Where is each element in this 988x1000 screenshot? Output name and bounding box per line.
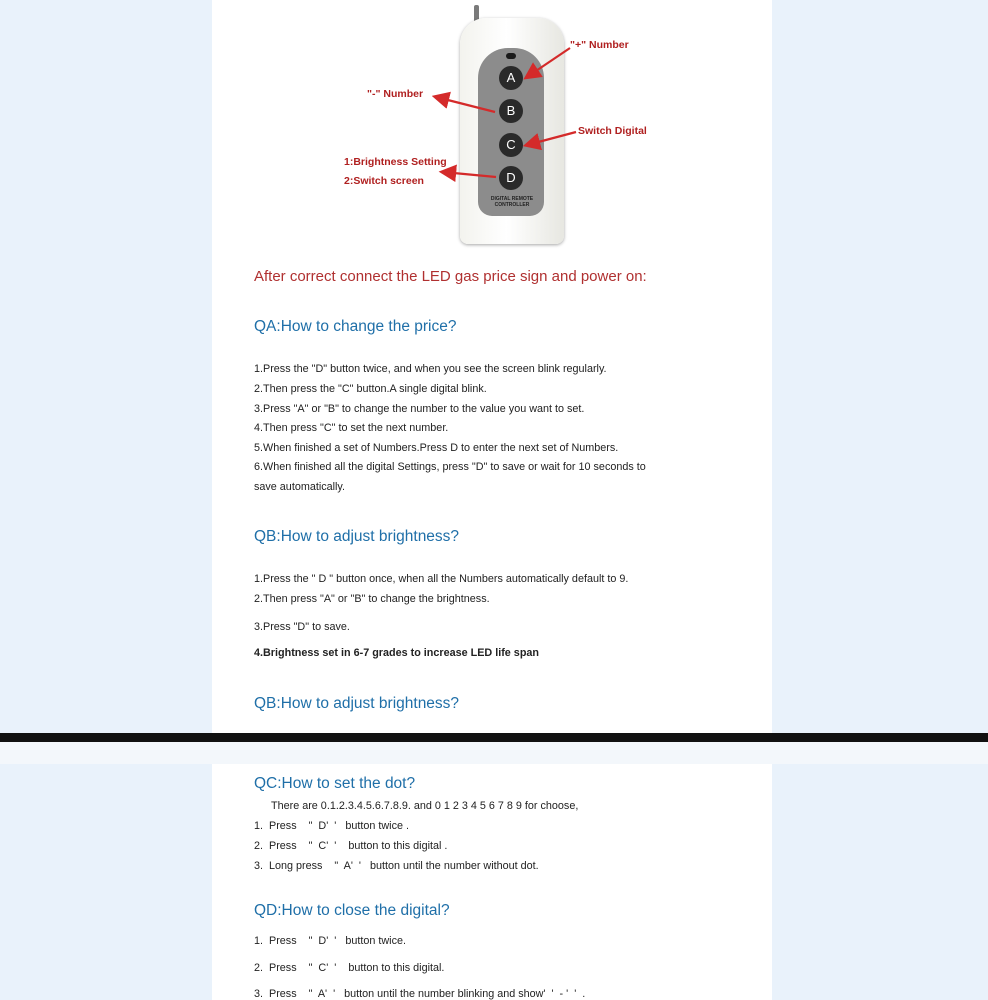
callout-brightness-setting: 1:Brightness Setting xyxy=(344,156,447,168)
intro-heading: After correct connect the LED gas price sign and power on: xyxy=(254,268,647,285)
callout-minus-number: "-" Number xyxy=(367,88,424,100)
callout-switch-digital: Switch Digital xyxy=(578,125,647,137)
remote-button-a: A xyxy=(499,66,523,90)
qb-step-4: 4.Brightness set in 6-7 grades to increase LED life span xyxy=(254,647,540,659)
qc-intro: There are 0.1.2.3.4.5.6.7.8.9. and 0 1 2 3 4 5 6 7 8 9 for choose, xyxy=(271,800,579,812)
callout-plus-number: "+" Number xyxy=(570,39,629,51)
qa-step-3: 3.Press "A" or "B" to change the number to the value you want to set. xyxy=(254,403,585,415)
callout-switch-screen: 2:Switch screen xyxy=(344,175,424,187)
qc-step-1: 1. Press " D' ' button twice . xyxy=(254,820,409,832)
qb-step-1: 1.Press the " D " button once, when all the Numbers automatically default to 9. xyxy=(254,573,629,585)
callout-arrows xyxy=(0,0,988,260)
remote-button-d: D xyxy=(499,166,523,190)
qa-step-5: 5.When finished a set of Numbers.Press D to enter the next set of Numbers. xyxy=(254,442,619,454)
qb-heading: QB:How to adjust brightness? xyxy=(254,528,460,545)
qc-step-3: 3. Long press " A' ' button until the number without dot. xyxy=(254,860,539,872)
section-divider xyxy=(0,733,988,742)
arrow-brightness xyxy=(443,172,496,177)
section-gap xyxy=(0,742,988,764)
arrow-switch-digital xyxy=(527,132,576,145)
qa-step-2: 2.Then press the "C" button.A single digital blink. xyxy=(254,383,487,395)
qd-heading: QD:How to close the digital? xyxy=(254,902,450,919)
qb-repeat-heading: QB:How to adjust brightness? xyxy=(254,695,460,712)
qb-step-3: 3.Press "D" to save. xyxy=(254,621,350,633)
qa-step-1: 1.Press the "D" button twice, and when you see the screen blink regularly. xyxy=(254,363,607,375)
arrow-minus-number xyxy=(436,97,495,112)
qb-step-2: 2.Then press "A" or "B" to change the brightness. xyxy=(254,593,490,605)
qa-step-4: 4.Then press "C" to set the next number. xyxy=(254,422,449,434)
qd-step-3: 3. Press " A' ' button until the number blinking and show' ' - ' ' . xyxy=(254,988,586,1000)
arrow-plus-number xyxy=(527,48,570,77)
qd-step-2: 2. Press " C' ' button to this digital. xyxy=(254,962,445,974)
qa-heading: QA:How to change the price? xyxy=(254,318,457,335)
qc-step-2: 2. Press " C' ' button to this digital . xyxy=(254,840,448,852)
qa-step-6-continued: save automatically. xyxy=(254,481,346,493)
qd-step-1: 1. Press " D' ' button twice. xyxy=(254,935,406,947)
qa-step-6: 6.When finished all the digital Settings, press "D" to save or wait for 10 seconds to xyxy=(254,461,646,473)
remote-button-c: C xyxy=(499,133,523,157)
remote-brand-label: DIGITAL REMOTE CONTROLLER xyxy=(490,196,534,208)
remote-button-b: B xyxy=(499,99,523,123)
qc-heading: QC:How to set the dot? xyxy=(254,775,416,792)
